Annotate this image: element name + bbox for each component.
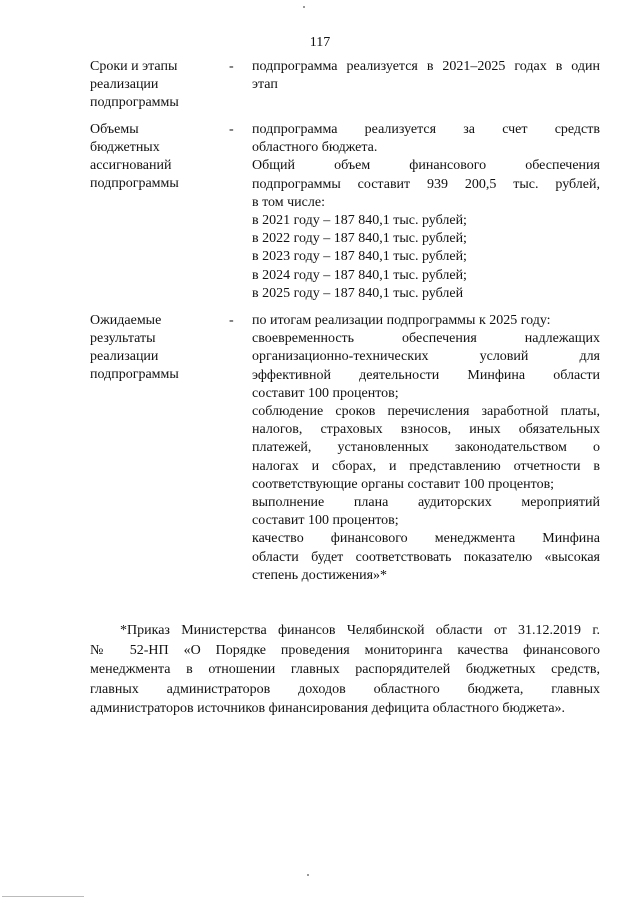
row-label-line: результаты: [90, 331, 156, 346]
content-line: степень достижения»*: [252, 567, 388, 583]
scan-speck: [303, 6, 305, 8]
row-content: [252, 58, 600, 94]
row-dash: -: [229, 122, 234, 137]
content-line: Общий объем финансового обеспечения: [252, 158, 600, 174]
content-line: в 2024 году – 187 840,1 тыс. рублей;: [252, 267, 467, 283]
row-label-line: ассигнований: [90, 158, 172, 173]
footnote-line: менеджмента в отношении главных распорядителей бюджетных средств,: [90, 662, 600, 677]
row-label-line: реализации: [90, 349, 159, 364]
row-label-line: Сроки и этапы: [90, 59, 178, 74]
content-line: составит 100 процентов;: [252, 513, 399, 529]
row-label-line: Ожидаемые: [90, 313, 162, 328]
footnote-line: *Приказ Министерства финансов Челябинской области от 31.12.2019 г.: [120, 623, 600, 638]
content-line: своевременность обеспечения надлежащих: [252, 331, 600, 347]
content-line: организационно-технических условий для: [252, 349, 600, 365]
content-line: налогов, страховых взносов, иных обязательных: [252, 422, 600, 438]
row-label-line: реализации: [90, 77, 159, 92]
page-number: 117: [309, 35, 331, 50]
content-line: составит 100 процентов;: [252, 385, 399, 401]
scan-speck: [307, 874, 309, 876]
footnote-line: № 52-НП «О Порядке проведения мониторинга качества финансового: [90, 642, 600, 658]
content-line: подпрограмма реализуется в 2021–2025 годах в один: [252, 59, 600, 74]
row-label-line: подпрограммы: [90, 176, 179, 191]
footnote-line: главных администраторов доходов областного бюджета, главных: [90, 681, 600, 697]
content-line: соблюдение сроков перечисления заработной платы,: [252, 404, 600, 420]
row-label-line: бюджетных: [90, 140, 160, 155]
content-line: по итогам реализации подпрограммы к 2025 году:: [252, 313, 551, 328]
row-label-line: подпрограммы: [90, 95, 179, 110]
row-label: [90, 121, 220, 193]
content-line: в 2025 году – 187 840,1 тыс. рублей: [252, 285, 464, 301]
row-label: [90, 312, 220, 384]
footnote-line: администраторов источников финансирования дефицита областного бюджета».: [90, 701, 566, 716]
content-line: подпрограмма реализуется за счет средств: [252, 122, 600, 137]
row-label-line: подпрограммы: [90, 367, 179, 382]
scan-edge-line: [2, 896, 84, 897]
row-content: [252, 312, 600, 585]
content-line: качество финансового менеджмента Минфина: [252, 531, 600, 547]
content-line: области будет соответствовать показателю «высокая: [252, 549, 600, 565]
row-label-line: Объемы: [90, 122, 139, 137]
content-line: выполнение плана аудиторских мероприятий: [252, 495, 600, 511]
content-line: платежей, установленных законодательством о: [252, 440, 600, 456]
content-line: налогах и сборах, и представлению отчетности в: [252, 458, 600, 474]
row-dash: -: [229, 313, 234, 328]
content-line: областного бюджета.: [252, 140, 378, 156]
content-line: в 2023 году – 187 840,1 тыс. рублей;: [252, 249, 467, 265]
row-content: [252, 121, 600, 303]
content-line: этап: [252, 77, 278, 93]
footnote: [90, 621, 600, 719]
row-label: [90, 58, 220, 112]
content-line: в 2022 году – 187 840,1 тыс. рублей;: [252, 231, 467, 247]
row-dash: -: [229, 59, 234, 74]
content-line: в 2021 году – 187 840,1 тыс. рублей;: [252, 213, 467, 229]
content-line: соответствующие органы составит 100 процентов;: [252, 476, 555, 492]
content-line: в том числе:: [252, 194, 325, 210]
content-line: подпрограммы составит 939 200,5 тыс. рублей,: [252, 176, 600, 192]
content-line: эффективной деятельности Минфина области: [252, 367, 600, 383]
